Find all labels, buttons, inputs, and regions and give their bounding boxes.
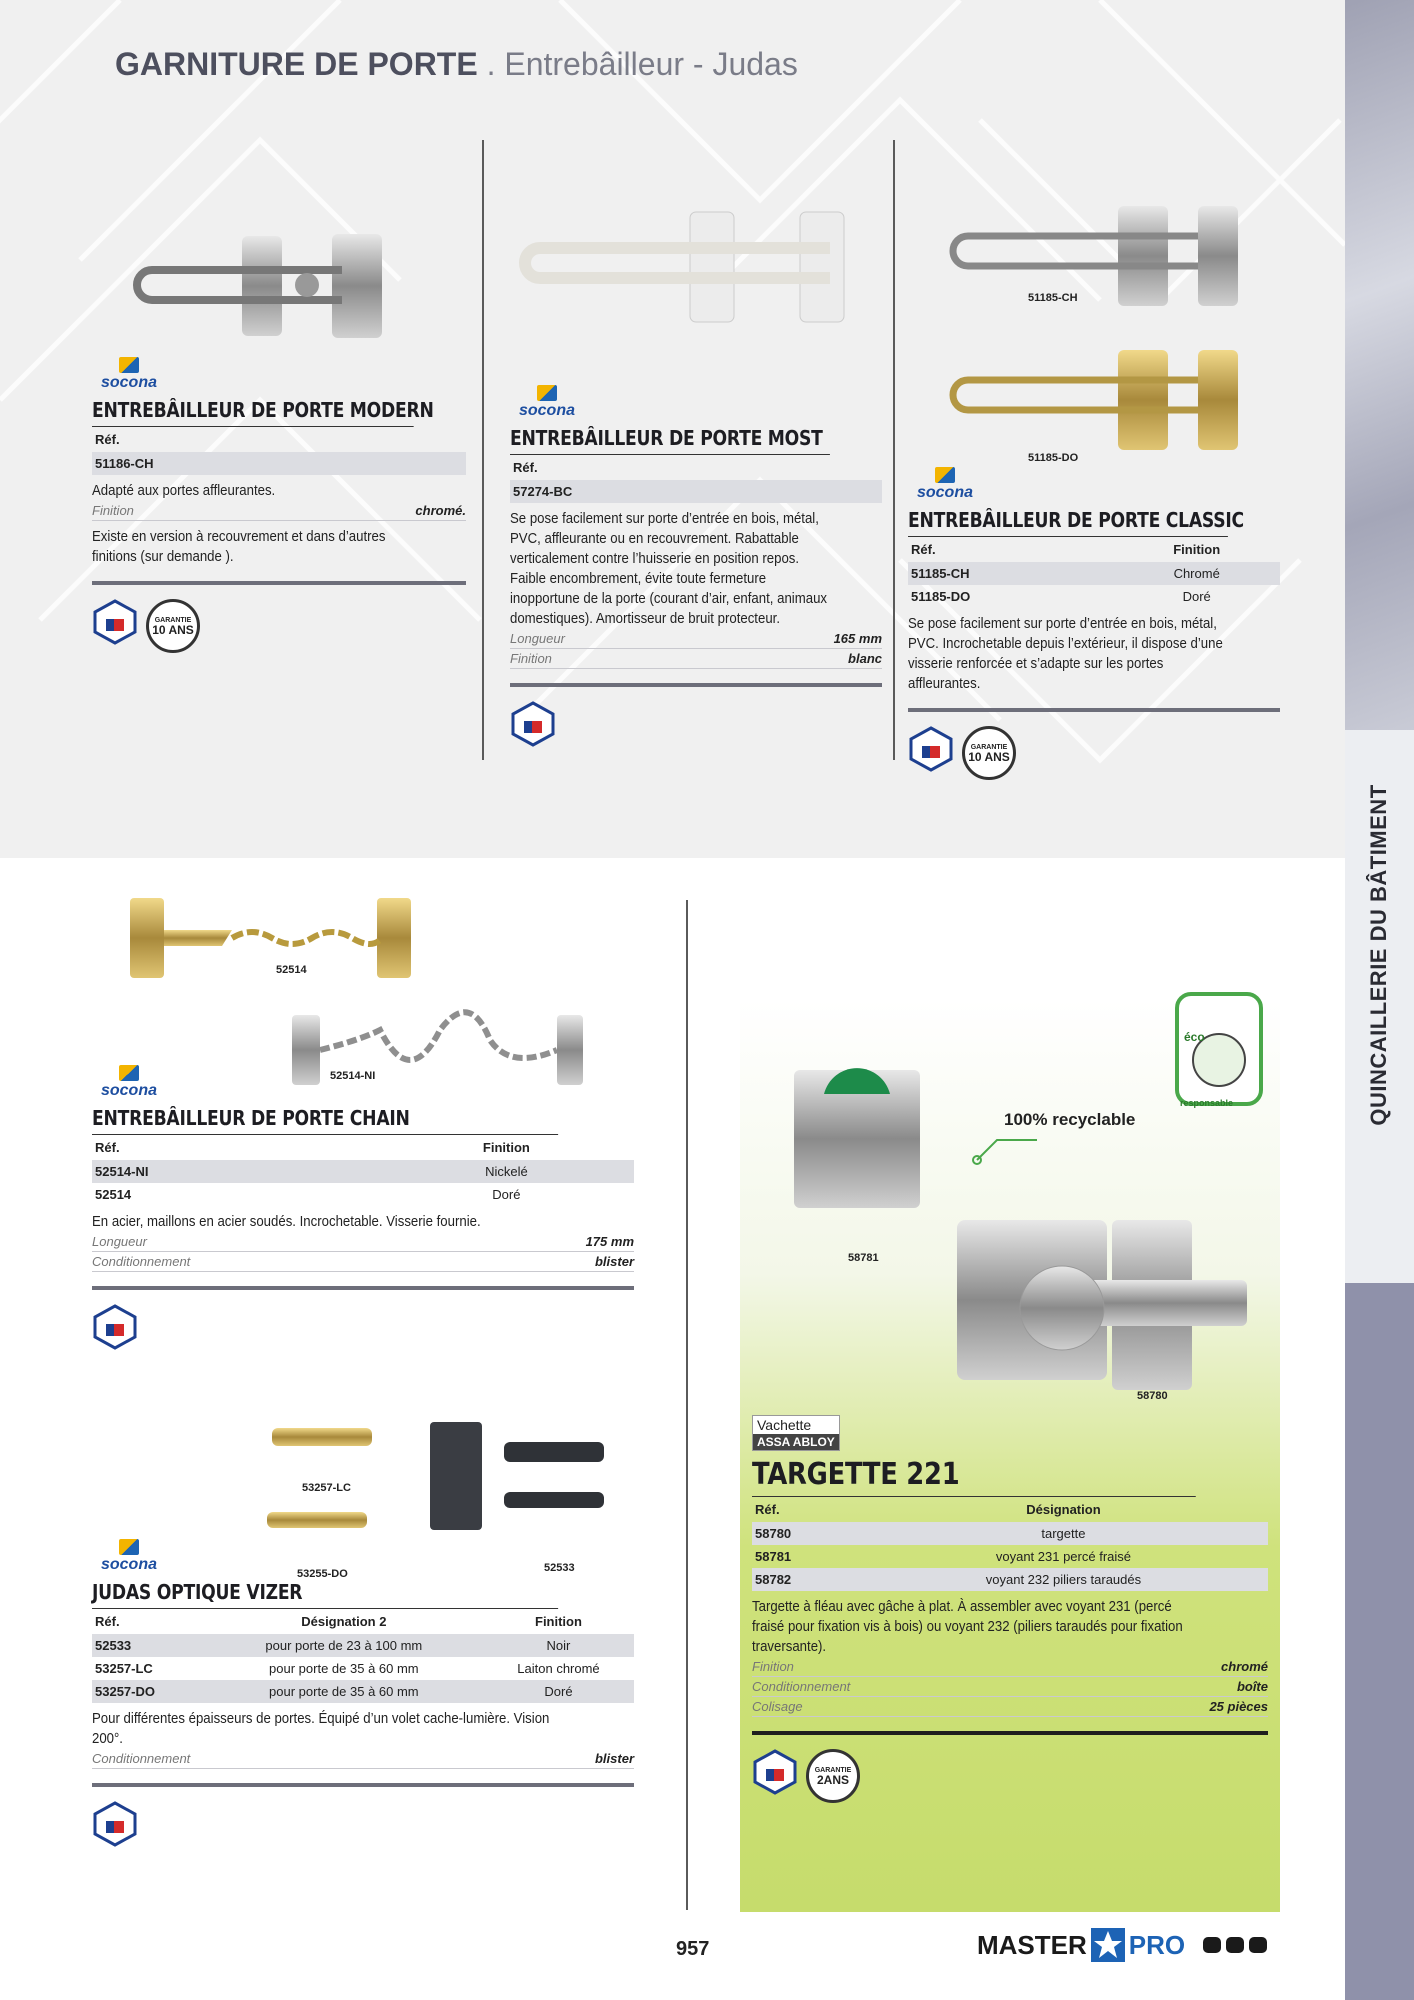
- spec-key: Longueur: [510, 631, 565, 646]
- product-image-chain: [92, 890, 592, 1090]
- section-rule: [752, 1731, 1268, 1735]
- side-decor-top: [1345, 0, 1414, 730]
- guarantee-value: 10 ANS: [152, 622, 194, 637]
- badges: [908, 726, 1280, 780]
- side-decor-bottom: [1345, 1283, 1414, 2000]
- page-number: 957: [676, 1938, 710, 1960]
- spec-value: blanc: [848, 651, 882, 666]
- spec-finition: [752, 1657, 1268, 1677]
- product-title: ENTREBÂILLEUR DE PORTE CHAIN: [92, 1106, 558, 1135]
- designation-cell: pour porte de 35 à 60 mm: [269, 1661, 419, 1676]
- made-in-france-icon: [92, 1801, 138, 1847]
- designation-cell: voyant 232 piliers taraudés: [859, 1568, 1268, 1591]
- socona-mark: [935, 467, 955, 483]
- spec-key: Longueur: [92, 1234, 147, 1249]
- spec-value: blister: [594, 1751, 634, 1766]
- guarantee-value: 2ANS: [816, 1772, 849, 1787]
- dots-icon: [1203, 1935, 1269, 1955]
- table-row: [908, 585, 1280, 608]
- title-main: GARNITURE DE PORTE: [115, 46, 478, 82]
- made-in-france-icon: [92, 599, 138, 645]
- product-most: [510, 200, 882, 747]
- product-description: Adapté aux portes affleurantes.: [92, 482, 276, 499]
- ref-cell: 57274-BC: [510, 480, 882, 503]
- finition-cell: Chromé: [1113, 562, 1280, 585]
- product-targette: [752, 990, 1268, 1803]
- section-rule: [92, 1783, 634, 1787]
- guarantee-label: GARANTIE: [814, 1766, 852, 1774]
- assa-abloy-text: ASSA ABLOY: [753, 1434, 839, 1450]
- badges: [92, 1801, 634, 1847]
- spec-conditionnement: [752, 1677, 1268, 1697]
- spec-value: blister: [594, 1254, 634, 1269]
- socona-text: socona: [100, 374, 157, 391]
- ref-table: [510, 455, 882, 503]
- product-title: ENTREBÂILLEUR DE PORTE CLASSIC: [908, 508, 1228, 537]
- socona-text: socona: [518, 402, 575, 419]
- spec-colisage: [752, 1697, 1268, 1717]
- product-description: Targette à fléau avec gâche à plat. À assembler avec voyant 231 (percé fraisé pour fixation vis à bois) ou voyant 232 (piliers taraudés pour fixation traversante).: [752, 1598, 1183, 1655]
- pro-text: PRO: [1128, 1929, 1186, 1960]
- image-label: 51185-CH: [1028, 292, 1078, 304]
- recyclable-label: 100% recyclable: [1004, 1110, 1136, 1129]
- spec-value: 165 mm: [833, 631, 882, 646]
- designation-header: Désignation: [1026, 1502, 1101, 1517]
- page-title: [115, 46, 798, 83]
- master-text: MASTER: [977, 1929, 1087, 1960]
- table-row: [92, 1183, 634, 1206]
- ref-table: [908, 537, 1280, 608]
- socona-text: socona: [100, 1556, 157, 1573]
- finition-cell: Laiton chromé: [517, 1661, 600, 1676]
- table-row: [752, 1568, 1268, 1591]
- ref-cell: 52533: [92, 1634, 205, 1657]
- finition-cell: Doré: [492, 1187, 521, 1202]
- finition-header: Finition: [482, 1140, 530, 1155]
- vachette-text: Vachette: [753, 1416, 839, 1434]
- ref-table: [92, 427, 466, 475]
- section-label: QUINCAILLERIE DU BÂTIMENT: [1366, 784, 1391, 1126]
- ref-header: Réf.: [95, 1614, 120, 1629]
- socona-logo: [510, 385, 584, 420]
- product-modern: [92, 230, 466, 653]
- product-title: TARGETTE 221: [752, 1457, 1196, 1497]
- column-divider: [482, 140, 484, 760]
- image-label: 52533: [544, 1562, 575, 1574]
- ref-header: Réf.: [95, 1140, 120, 1155]
- spec-longueur: [510, 629, 882, 649]
- table-row: [92, 1634, 634, 1657]
- table-row: [752, 1522, 1268, 1545]
- product-image-targette: [752, 990, 1268, 1410]
- spec-value: 175 mm: [585, 1234, 634, 1249]
- eco-responsable-icon: [1177, 994, 1261, 1104]
- socona-text: socona: [100, 1082, 157, 1099]
- ref-cell: 58780: [752, 1522, 859, 1545]
- finition-cell: Noir: [483, 1634, 634, 1657]
- masterpro-star-icon: [1091, 1928, 1125, 1962]
- spec-key: Colisage: [752, 1699, 803, 1714]
- socona-text: socona: [916, 484, 973, 501]
- ref-table: [92, 1609, 634, 1703]
- ref-table: [752, 1497, 1268, 1591]
- table-row: [908, 562, 1280, 585]
- finition-cell: Nickelé: [379, 1160, 634, 1183]
- designation-cell: targette: [859, 1522, 1268, 1545]
- designation-cell: voyant 231 percé fraisé: [995, 1549, 1131, 1564]
- side-tab: [1345, 0, 1414, 2000]
- section-rule: [92, 581, 466, 585]
- badges: [92, 599, 466, 653]
- socona-mark: [119, 1539, 139, 1555]
- guarantee-value: 10 ANS: [968, 749, 1010, 764]
- spec-key: Conditionnement: [92, 1751, 191, 1766]
- section-rule: [510, 683, 882, 687]
- made-in-france-icon: [510, 701, 556, 747]
- ref-header: Réf.: [513, 460, 538, 475]
- finition-header: Finition: [535, 1614, 582, 1629]
- spec-conditionnement: [92, 1749, 634, 1769]
- image-label: 53257-LC: [302, 1482, 351, 1494]
- product-image-classic: [948, 200, 1278, 450]
- table-row: [752, 1545, 1268, 1568]
- finition-cell: Doré: [1182, 589, 1211, 604]
- socona-mark: [537, 385, 557, 401]
- product-description: En acier, maillons en acier soudés. Incrochetable. Visserie fournie.: [92, 1213, 481, 1230]
- spec-finition: [510, 649, 882, 669]
- ref-cell: 52514: [95, 1187, 132, 1202]
- spec-key: Conditionnement: [92, 1254, 191, 1269]
- image-label: 58781: [848, 1252, 879, 1264]
- socona-mark: [119, 357, 139, 373]
- socona-logo: [92, 1539, 166, 1574]
- product-vizer: [92, 1420, 634, 1847]
- product-title: ENTREBÂILLEUR DE PORTE MODERN: [92, 398, 414, 427]
- product-title: JUDAS OPTIQUE VIZER: [92, 1580, 558, 1609]
- designation-header: Désignation 2: [301, 1614, 387, 1629]
- ref-cell: 53257-LC: [95, 1661, 153, 1676]
- title-sub: . Entrebâilleur - Judas: [486, 46, 798, 82]
- guarantee-10-icon: [962, 726, 1016, 780]
- spec-conditionnement: [92, 1252, 634, 1272]
- made-in-france-icon: [752, 1749, 798, 1795]
- socona-mark: [119, 1065, 139, 1081]
- ref-header: Réf.: [911, 542, 936, 557]
- spec-key: Conditionnement: [752, 1679, 851, 1694]
- table-row: [92, 1160, 634, 1183]
- image-label: 52514: [276, 964, 307, 976]
- column-divider: [893, 140, 895, 760]
- made-in-france-icon: [92, 1304, 138, 1350]
- product-image-most: [510, 200, 870, 340]
- ref-cell: 51186-CH: [92, 452, 466, 475]
- spec-value: chromé.: [415, 503, 466, 518]
- finition-header: Finition: [1173, 542, 1221, 557]
- spec-value: chromé: [1221, 1659, 1268, 1674]
- ref-cell: 58782: [752, 1568, 859, 1591]
- table-row: [92, 1657, 634, 1680]
- designation-cell: pour porte de 35 à 60 mm: [205, 1680, 483, 1703]
- image-label: 51185-DO: [1028, 452, 1079, 464]
- finition-cell: Doré: [483, 1680, 634, 1703]
- product-title: ENTREBÂILLEUR DE PORTE MOST: [510, 426, 830, 455]
- column-divider: [686, 900, 688, 1910]
- spec-key: Finition: [510, 651, 552, 666]
- product-description: Se pose facilement sur porte d’entrée en bois, métal, PVC. Incrochetable depuis l’extérieur, il dispose d’une visserie renforcée et s’adapte sur les portes affleurantes.: [908, 615, 1223, 692]
- badges: [752, 1749, 1268, 1803]
- table-row: [92, 1680, 634, 1703]
- masterpro-logo: [977, 1928, 1269, 1962]
- section-rule: [908, 708, 1280, 712]
- badges: [510, 701, 882, 747]
- ref-header: Réf.: [755, 1502, 780, 1517]
- image-label: 53255-DO: [297, 1568, 348, 1580]
- ref-cell: 58781: [755, 1549, 792, 1564]
- product-image-vizer: [92, 1420, 632, 1530]
- product-classic: [908, 200, 1280, 780]
- ref-cell: 53257-DO: [92, 1680, 205, 1703]
- socona-logo: [92, 357, 166, 392]
- guarantee-2-icon: [806, 1749, 860, 1803]
- product-image-modern: [132, 230, 442, 340]
- image-label: 58780: [1137, 1390, 1168, 1402]
- ref-table: [92, 1135, 634, 1206]
- eco-label: éco: [1184, 1030, 1205, 1044]
- badges: [92, 1304, 634, 1350]
- designation-cell: pour porte de 23 à 100 mm: [205, 1634, 483, 1657]
- guarantee-label: GARANTIE: [154, 616, 192, 624]
- guarantee-10-icon: [146, 599, 200, 653]
- guarantee-label: GARANTIE: [970, 743, 1008, 751]
- ref-header: Réf.: [95, 432, 120, 447]
- spec-key: Finition: [92, 503, 134, 518]
- vachette-logo: [752, 1415, 840, 1451]
- section-rule: [92, 1286, 634, 1290]
- spec-finition: [92, 501, 466, 521]
- spec-longueur: [92, 1232, 634, 1252]
- made-in-france-icon: [908, 726, 954, 772]
- product-description-2: Existe en version à recouvrement et dans d’autres finitions (sur demande ).: [92, 528, 386, 565]
- ref-cell: 51185-DO: [911, 589, 971, 604]
- socona-logo: [908, 467, 982, 502]
- eco-sub-label: responsable: [1180, 1098, 1234, 1108]
- ref-cell: 52514-NI: [92, 1160, 379, 1183]
- spec-key: Finition: [752, 1659, 794, 1674]
- image-label: 52514-NI: [330, 1070, 376, 1082]
- product-description: Se pose facilement sur porte d’entrée en bois, métal, PVC, affleurante ou en recouvrement. Rabattable verticalement contre l’huisserie en position repos. Faible encombrement, évite toute fermeture inopportune de la porte (courant d’air, enfant, animaux domestiques). Amortisseur de bruit protecteur.: [510, 510, 828, 627]
- product-chain: [92, 890, 634, 1350]
- spec-value: 25 pièces: [1209, 1699, 1268, 1714]
- ref-cell: 51185-CH: [908, 562, 1113, 585]
- spec-value: boîte: [1236, 1679, 1268, 1694]
- product-description: Pour différentes épaisseurs de portes. Équipé d’un volet cache-lumière. Vision 200°.: [92, 1710, 550, 1747]
